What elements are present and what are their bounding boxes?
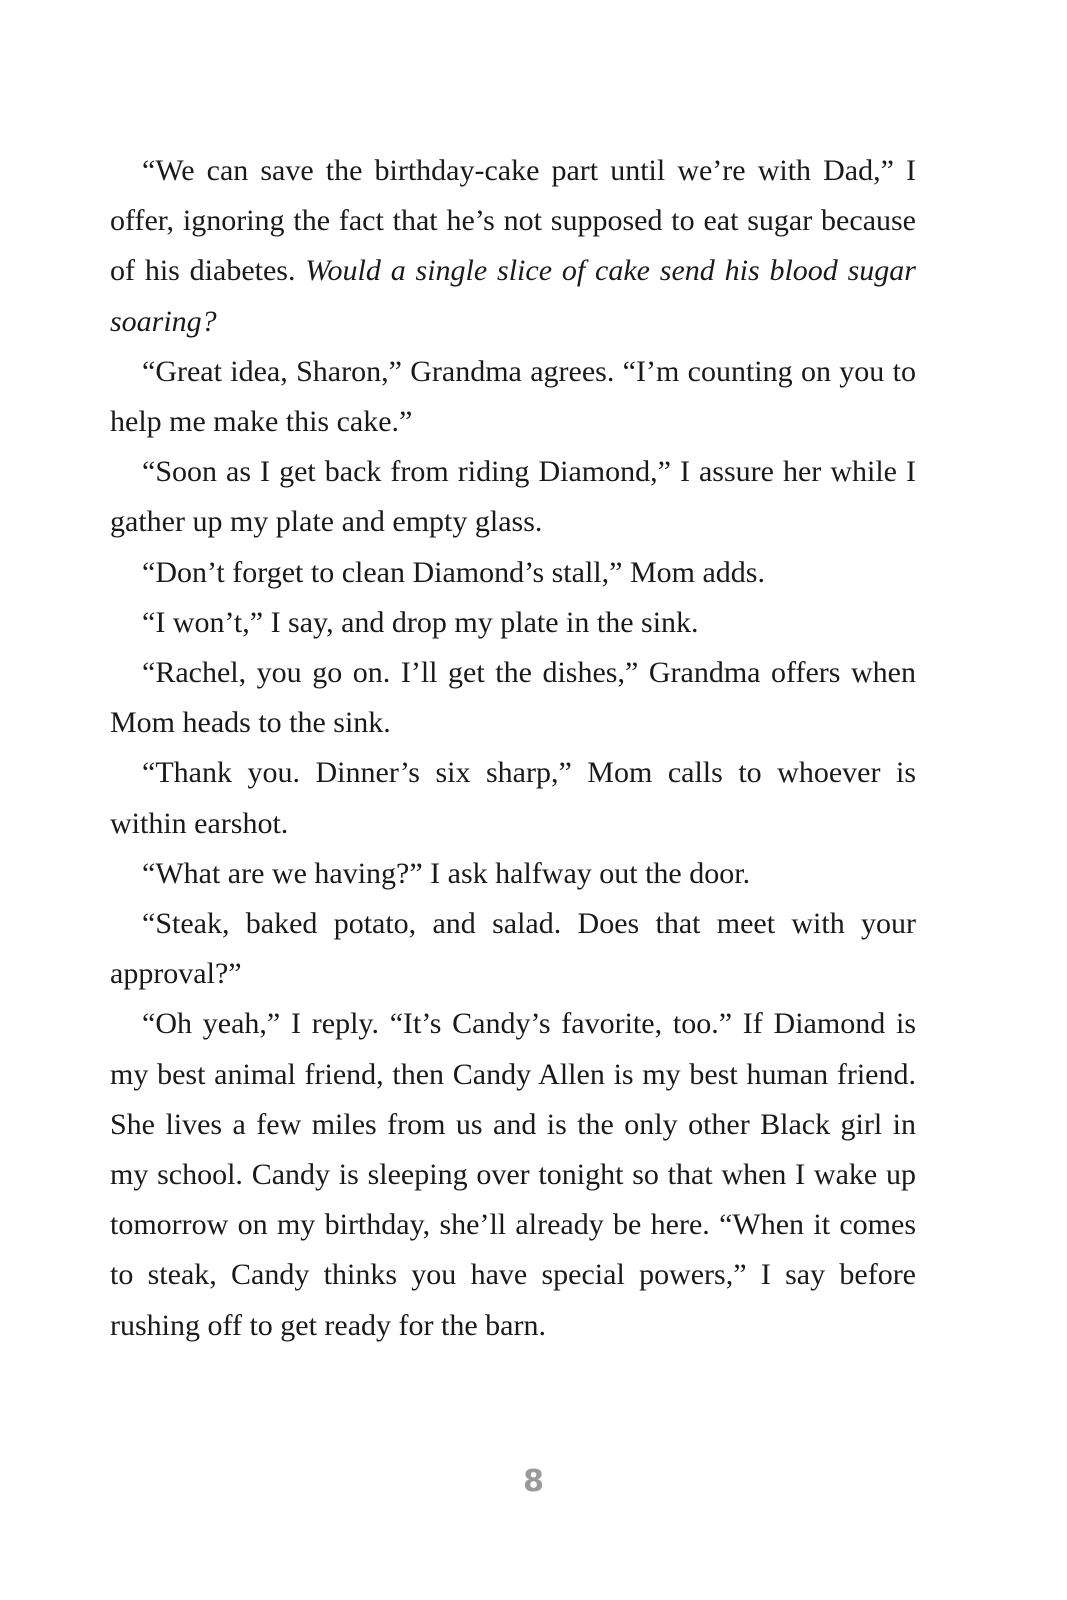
paragraph-7: “Thank you. Dinner’s six sharp,” Mom calls to whoever is within earshot. <box>110 756 916 840</box>
paragraph-3: “Soon as I get back from riding Diamond,” I assure her while I gather up my plate and empty glass. <box>110 455 916 539</box>
paragraph-2: “Great idea, Sharon,” Grandma agrees. “I’m counting on you to help me make this cake.” <box>110 354 916 439</box>
paragraph-6: “Rachel, you go on. I’ll get the dishes,” Grandma offers when Mom heads to the sink. <box>110 656 916 740</box>
paragraph-4: “Don’t forget to clean Diamond’s stall,” Mom adds. <box>142 555 765 589</box>
paragraph-1-text: “We can save the birthday-cake part until we’re with Dad,” I offer, ignoring the fact that he’s not supposed to eat sugar because of his diabetes. <box>110 154 916 288</box>
paragraph-1 <box>110 146 916 347</box>
page-number: 8 <box>523 1464 544 1499</box>
paragraph-10: “Oh yeah,” I reply. “It’s Candy’s favorite, too.” If Diamond is my best animal friend, then Candy Allen is my best human friend. She lives a few miles from us and is the only other Black girl in my school. Candy is sleeping over tonight so that when I wake up tomorrow on my birthday, she’ll already be here. “When it comes to steak, Candy thinks you have special powers,” I say before rushing off to get ready for the barn. <box>110 1007 916 1342</box>
paragraph-8: “What are we having?” I ask halfway out the door. <box>142 856 751 890</box>
body-text <box>110 146 916 1351</box>
paragraph-5: “I won’t,” I say, and drop my plate in the sink. <box>142 605 699 639</box>
paragraph-9: “Steak, baked potato, and salad. Does that meet with your approval?” <box>110 907 916 991</box>
paragraph-1-italic-thought: Would a single slice of cake send his blood sugar soaring? <box>110 254 916 338</box>
